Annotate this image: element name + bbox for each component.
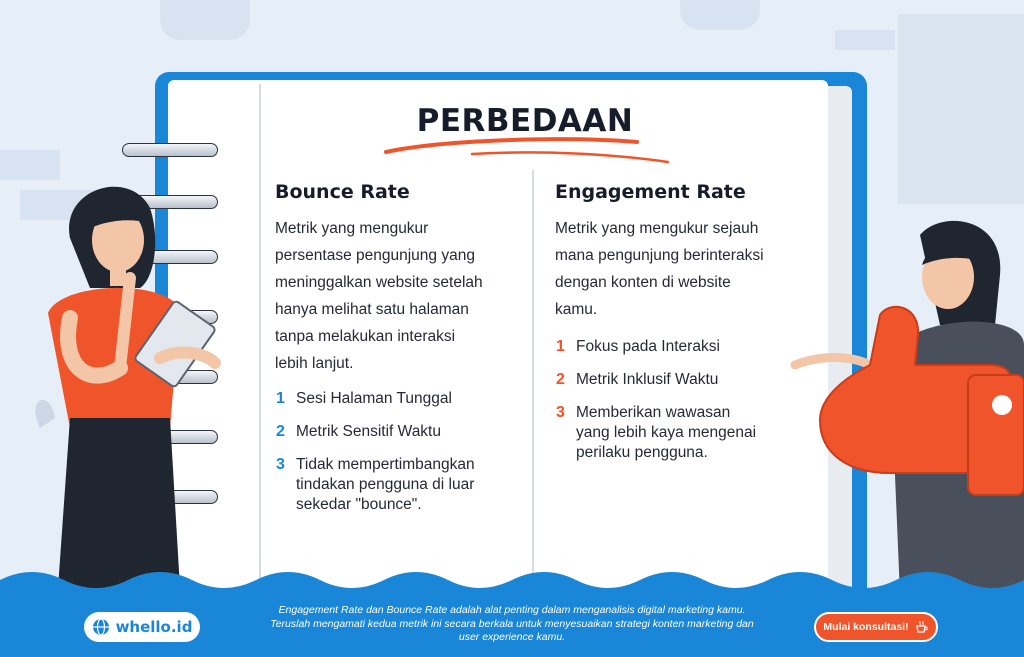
logo-text: whello.id bbox=[115, 618, 193, 636]
bounce-rate-heading: Bounce Rate bbox=[275, 181, 410, 203]
bounce-rate-point: Tidak mempertimbangkan tindakan pengguna di luar sekedar "bounce". bbox=[296, 456, 475, 513]
spiral-ring bbox=[122, 143, 218, 157]
footer-waves bbox=[0, 560, 1024, 600]
background-shape bbox=[680, 0, 760, 30]
coffee-cup-icon bbox=[915, 620, 929, 634]
column-divider bbox=[532, 170, 534, 590]
background-shape bbox=[160, 0, 250, 40]
engagement-rate-point: Memberikan wawasan yang lebih kaya mengenai perilaku pengguna. bbox=[576, 404, 757, 461]
page-title: PERBEDAAN bbox=[416, 103, 634, 139]
thinking-woman-illustration bbox=[30, 168, 260, 588]
bounce-rate-point: Metrik Sensitif Waktu bbox=[296, 423, 441, 440]
point-number: 1 bbox=[556, 338, 565, 355]
engagement-rate-description: Metrik yang mengukur sejauh mana pengunjung berinteraksi dengan konten di website kamu. bbox=[555, 220, 764, 318]
whello-logo[interactable] bbox=[84, 612, 200, 642]
point-number: 1 bbox=[276, 390, 285, 407]
consultation-button-label: Mulai konsultasi! bbox=[823, 621, 909, 633]
bounce-rate-point: Sesi Halaman Tunggal bbox=[296, 390, 452, 407]
engagement-rate-heading: Engagement Rate bbox=[555, 181, 746, 203]
engagement-rate-point: Metrik Inklusif Waktu bbox=[576, 371, 719, 388]
engagement-rate-point: Fokus pada Interaksi bbox=[576, 338, 720, 355]
footer-description: Engagement Rate dan Bounce Rate adalah alat penting dalam menganalisis digital marketing kamu. Teruslah mengamati kedua metrik ini secara berkala untuk menyesuaikan strategi konten marketing dan user experience kamu. bbox=[270, 604, 754, 643]
title-underline bbox=[382, 134, 672, 164]
thumbs-up-woman-illustration bbox=[790, 215, 1024, 595]
point-number: 2 bbox=[276, 423, 285, 440]
bounce-rate-description: Metrik yang mengukur persentase pengunjung yang meninggalkan website setelah hanya melihat satu halaman tanpa melakukan interaksi lebih lanjut. bbox=[275, 220, 483, 372]
background-shape bbox=[835, 30, 895, 50]
consultation-button[interactable] bbox=[814, 612, 938, 642]
www-globe-icon bbox=[92, 618, 110, 636]
background-shape bbox=[898, 14, 1024, 204]
point-number: 3 bbox=[556, 404, 565, 421]
point-number: 3 bbox=[276, 456, 285, 473]
point-number: 2 bbox=[556, 371, 565, 388]
